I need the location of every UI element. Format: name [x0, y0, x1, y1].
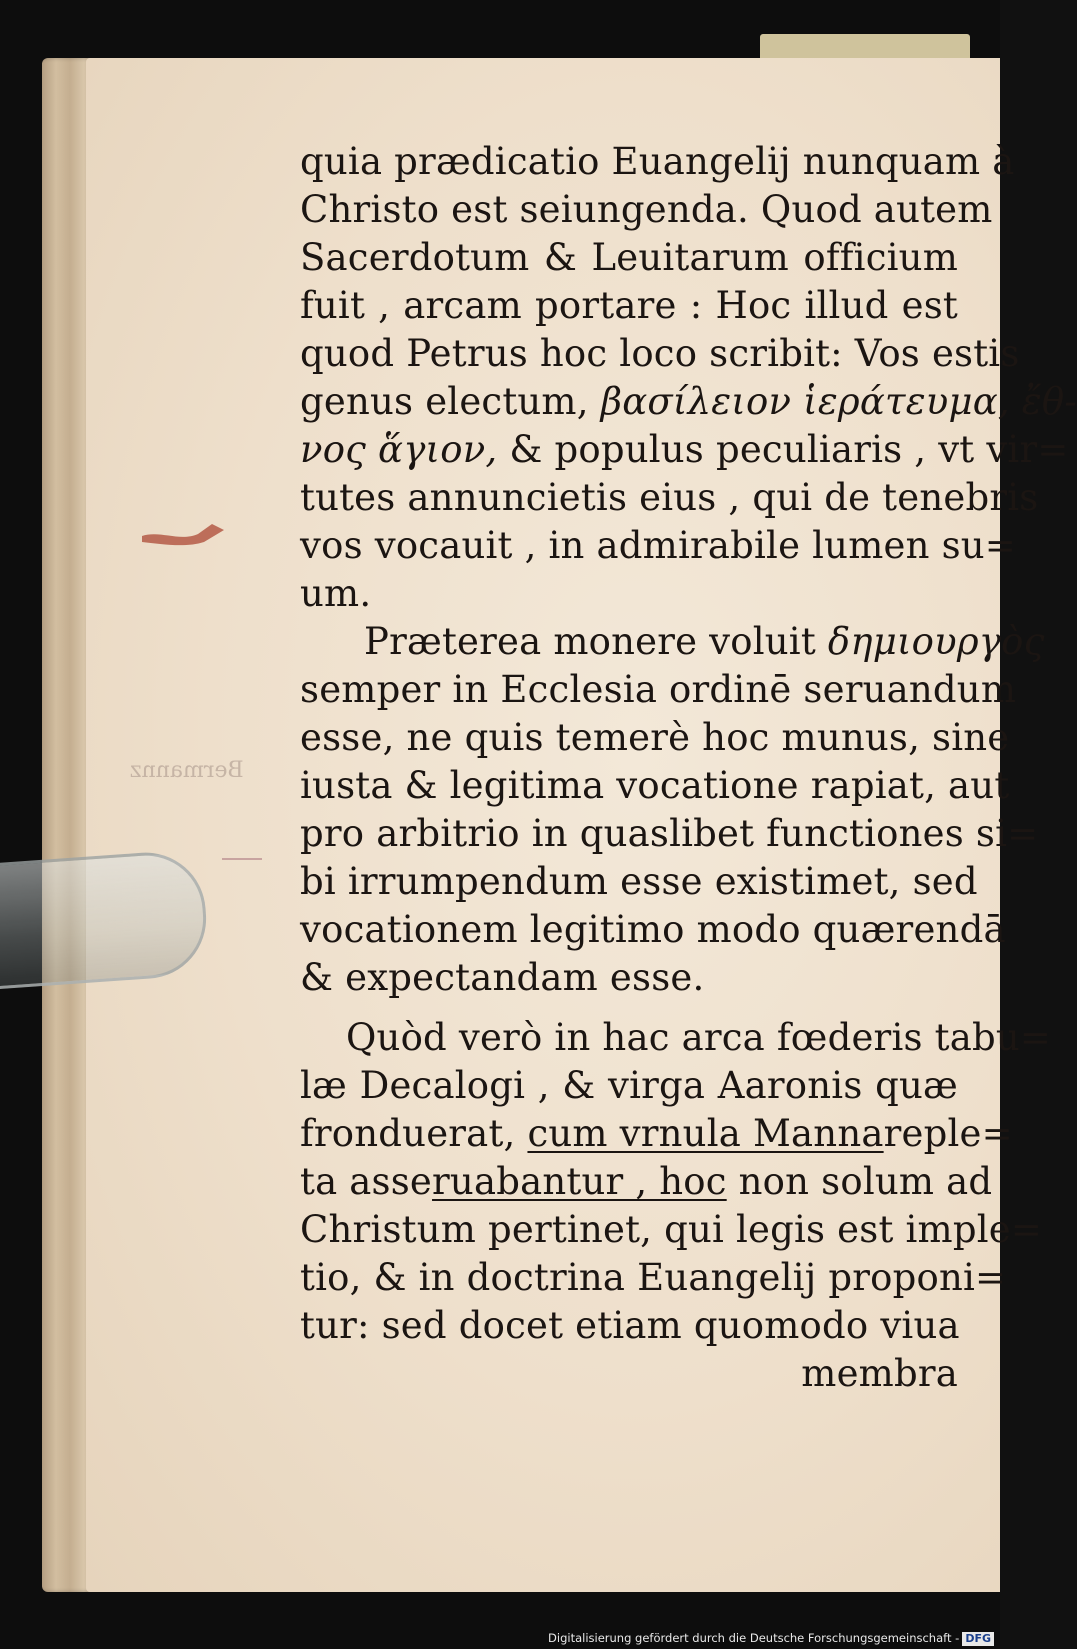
- text-line: tio, & in doctrina Euangelij proponi=: [300, 1256, 1007, 1299]
- text-line: Christum pertinet, qui legis est imple=: [300, 1208, 1043, 1251]
- margin-mark: [222, 858, 262, 860]
- text-line: quia prædicatio Euangelij nunquam à: [300, 140, 1015, 183]
- text-line: esse, ne quis temerè hoc munus, sine: [300, 716, 1010, 759]
- latin-text: Præterea monere voluit: [364, 620, 816, 663]
- greek-text: δημιουργὸς: [827, 620, 1045, 663]
- text-line: semper in Ecclesia ordinē seruandum: [300, 668, 1017, 711]
- text-line: bi irrumpendum esse existimet, sed: [300, 860, 978, 903]
- latin-text: ta asse: [300, 1160, 433, 1203]
- greek-text: νος ἅγιον,: [300, 428, 498, 471]
- text-line: tur: sed docet etiam quomodo viua: [300, 1304, 960, 1347]
- text-line: fuit , arcam portare : Hoc illud est: [300, 284, 958, 327]
- text-line: Sacerdotum & Leuitarum officium: [300, 236, 958, 279]
- latin-text: & populus peculiaris , vt vir=: [509, 428, 1069, 471]
- text-line: quod Petrus hoc loco scribit: Vos estis: [300, 332, 1020, 375]
- text-line: [300, 426, 1069, 474]
- text-line: um.: [300, 572, 372, 615]
- paragraph-start-line: [300, 618, 1045, 666]
- greek-text: βασίλειον ἱεράτευμα, ἔθ-: [600, 380, 1077, 423]
- paragraph-start-line: Quòd verò in hac arca fœderis tabu=: [346, 1016, 1052, 1059]
- text-line: iusta & legitima vocatione rapiat, aut: [300, 764, 1010, 807]
- text-line: vos vocauit , in admirabile lumen su=: [300, 524, 1017, 567]
- bookmark-tab: [760, 34, 970, 58]
- credit-text: Digitalisierung gefördert durch die Deutsche Forschungsgemeinschaft -: [548, 1631, 960, 1645]
- margin-annotation: Bermannz: [130, 758, 244, 783]
- text-line: [300, 378, 1077, 426]
- main-text: [300, 138, 1077, 1398]
- text-line: pro arbitrio in quaslibet functiones si=: [300, 812, 1039, 855]
- digitization-credit: [548, 1628, 994, 1648]
- dfg-logo: DFG: [962, 1632, 994, 1646]
- text-line: & expectandam esse.: [300, 956, 705, 999]
- latin-text: non solum ad: [738, 1160, 993, 1203]
- text-line: [300, 1158, 993, 1206]
- page-clip: [0, 849, 210, 990]
- text-line: læ Decalogi , & virga Aaronis quæ: [300, 1064, 958, 1107]
- latin-text: reple=: [883, 1112, 1013, 1155]
- text-line: tutes annuncietis eius , qui de tenebris: [300, 476, 1039, 519]
- latin-text: genus electum,: [300, 380, 589, 423]
- text-line: [300, 1110, 1013, 1158]
- text-line: Christo est seiungenda. Quod autem: [300, 188, 993, 231]
- red-ink-mark: [140, 520, 230, 550]
- underlined-text: cum vrnula Manna: [527, 1112, 884, 1155]
- underlined-text: ruabantur , hoc: [432, 1160, 727, 1203]
- text-line: vocationem legitimo modo quærendā: [300, 908, 1006, 951]
- latin-text: fronduerat,: [300, 1112, 516, 1155]
- catchword: membra: [801, 1352, 958, 1395]
